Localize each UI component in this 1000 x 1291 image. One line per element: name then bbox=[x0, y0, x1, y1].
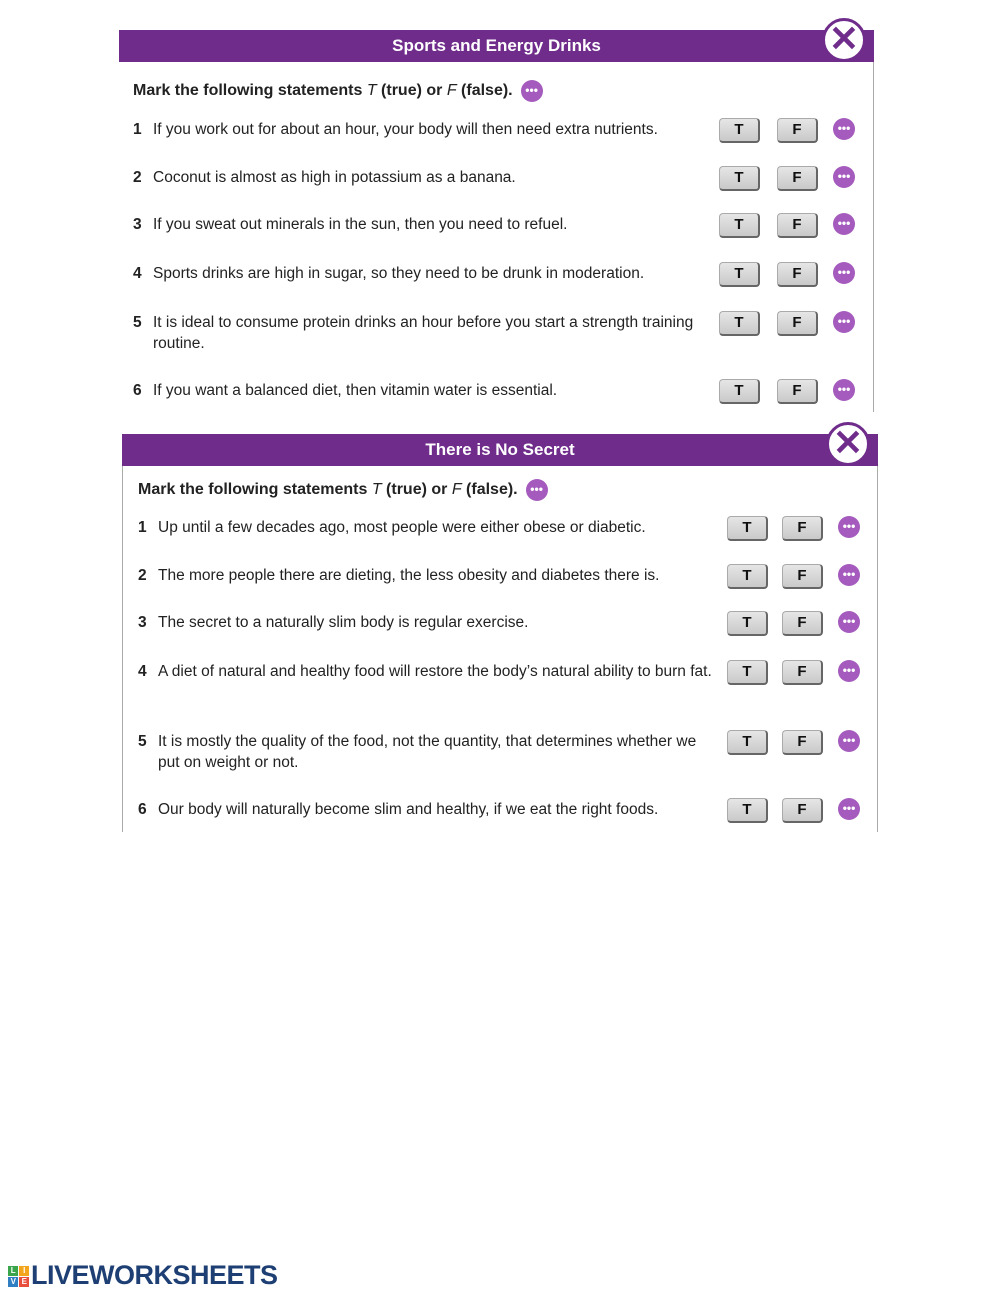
true-button[interactable]: T bbox=[719, 118, 760, 143]
statement-number: 2 bbox=[133, 169, 142, 186]
statement-text: The more people there are dieting, the less obesity and diabetes there is. bbox=[158, 567, 660, 584]
statement-text: The secret to a naturally slim body is regular exercise. bbox=[158, 614, 529, 631]
statement-row bbox=[133, 167, 868, 211]
instruction-post: (false). bbox=[456, 82, 513, 100]
more-options-icon[interactable]: ••• bbox=[838, 730, 860, 752]
statement-number: 1 bbox=[138, 519, 147, 536]
quiz-panel bbox=[119, 18, 874, 412]
instruction bbox=[138, 479, 548, 501]
logo-tile: L bbox=[8, 1266, 18, 1276]
close-icon[interactable]: ✕ bbox=[826, 422, 870, 466]
statement-row bbox=[138, 565, 874, 609]
instruction-mid: (true) or bbox=[376, 82, 447, 100]
panel-title: Sports and Energy Drinks bbox=[119, 30, 874, 62]
more-options-icon[interactable]: ••• bbox=[838, 564, 860, 586]
statement-number: 6 bbox=[133, 382, 142, 399]
statement-row bbox=[138, 661, 874, 705]
instruction-t: T bbox=[371, 481, 382, 499]
false-button[interactable]: F bbox=[777, 166, 818, 191]
statement-text: It is mostly the quality of the food, not the quantity, that determines whether we put on weight or not. bbox=[158, 733, 697, 771]
true-button[interactable]: T bbox=[727, 798, 768, 823]
quiz-panel bbox=[122, 422, 878, 832]
statement-text: Our body will naturally become slim and healthy, if we eat the right foods. bbox=[158, 801, 659, 818]
statement-text: If you work out for about an hour, your body will then need extra nutrients. bbox=[153, 121, 658, 138]
statement-number: 6 bbox=[138, 801, 147, 818]
statement-text: If you sweat out minerals in the sun, then you need to refuel. bbox=[153, 216, 568, 233]
instruction-f: F bbox=[451, 481, 462, 499]
statement-number: 4 bbox=[138, 663, 147, 680]
false-button[interactable]: F bbox=[777, 379, 818, 404]
statement-row bbox=[133, 214, 868, 258]
false-button[interactable]: F bbox=[782, 660, 823, 685]
false-button[interactable]: F bbox=[782, 564, 823, 589]
panel-border-right bbox=[873, 62, 874, 412]
instruction-pre: Mark the following statements bbox=[133, 82, 367, 100]
logo-tiles-icon bbox=[8, 1266, 29, 1287]
statement-row bbox=[138, 799, 874, 843]
instruction bbox=[133, 80, 543, 102]
instruction-mid: (true) or bbox=[381, 481, 452, 499]
panel-border-right bbox=[877, 466, 878, 832]
statement-row bbox=[138, 517, 874, 561]
statement-number: 3 bbox=[133, 216, 142, 233]
false-button[interactable]: F bbox=[777, 311, 818, 336]
instruction-t: T bbox=[366, 82, 377, 100]
instruction-pre: Mark the following statements bbox=[138, 481, 372, 499]
false-button[interactable]: F bbox=[782, 730, 823, 755]
statement-row bbox=[133, 312, 868, 356]
statement-text: If you want a balanced diet, then vitamin water is essential. bbox=[153, 382, 558, 399]
true-button[interactable]: T bbox=[719, 379, 760, 404]
liveworksheets-logo bbox=[8, 1260, 278, 1291]
statement-row bbox=[133, 119, 868, 163]
statement-row bbox=[133, 263, 868, 307]
more-options-icon[interactable]: ••• bbox=[838, 611, 860, 633]
true-button[interactable]: T bbox=[719, 311, 760, 336]
statement-row bbox=[138, 612, 874, 656]
close-icon[interactable]: ✕ bbox=[822, 18, 866, 62]
more-options-icon[interactable]: ••• bbox=[838, 798, 860, 820]
logo-tile: E bbox=[19, 1277, 29, 1287]
false-button[interactable]: F bbox=[777, 213, 818, 238]
instruction-post: (false). bbox=[461, 481, 518, 499]
statement-text: It is ideal to consume protein drinks an hour before you start a strength training routine. bbox=[153, 314, 694, 352]
panel-title: There is No Secret bbox=[122, 434, 878, 466]
statement-text: A diet of natural and healthy food will restore the body’s natural ability to burn fat. bbox=[158, 663, 712, 680]
true-button[interactable]: T bbox=[727, 516, 768, 541]
logo-tile: V bbox=[8, 1277, 18, 1287]
more-options-icon[interactable]: ••• bbox=[521, 80, 543, 102]
statement-row bbox=[138, 731, 874, 775]
more-options-icon[interactable]: ••• bbox=[833, 213, 855, 235]
instruction-f: F bbox=[446, 82, 457, 100]
more-options-icon[interactable]: ••• bbox=[833, 379, 855, 401]
logo-tile: I bbox=[19, 1266, 29, 1276]
statement-number: 5 bbox=[138, 733, 147, 750]
true-button[interactable]: T bbox=[719, 262, 760, 287]
true-button[interactable]: T bbox=[727, 564, 768, 589]
false-button[interactable]: F bbox=[777, 262, 818, 287]
true-button[interactable]: T bbox=[719, 213, 760, 238]
statement-row bbox=[133, 380, 868, 424]
panel-border-left bbox=[122, 466, 123, 832]
more-options-icon[interactable]: ••• bbox=[838, 516, 860, 538]
more-options-icon[interactable]: ••• bbox=[833, 118, 855, 140]
more-options-icon[interactable]: ••• bbox=[833, 262, 855, 284]
statement-number: 5 bbox=[133, 314, 142, 331]
true-button[interactable]: T bbox=[719, 166, 760, 191]
more-options-icon[interactable]: ••• bbox=[833, 166, 855, 188]
more-options-icon[interactable]: ••• bbox=[838, 660, 860, 682]
true-button[interactable]: T bbox=[727, 611, 768, 636]
statement-text: Sports drinks are high in sugar, so they need to be drunk in moderation. bbox=[153, 265, 645, 282]
statement-number: 4 bbox=[133, 265, 142, 282]
statement-number: 3 bbox=[138, 614, 147, 631]
statement-text: Up until a few decades ago, most people were either obese or diabetic. bbox=[158, 519, 646, 536]
more-options-icon[interactable]: ••• bbox=[833, 311, 855, 333]
statement-number: 2 bbox=[138, 567, 147, 584]
false-button[interactable]: F bbox=[777, 118, 818, 143]
statement-number: 1 bbox=[133, 121, 142, 138]
true-button[interactable]: T bbox=[727, 730, 768, 755]
logo-text: LIVEWORKSHEETS bbox=[31, 1260, 278, 1290]
false-button[interactable]: F bbox=[782, 611, 823, 636]
false-button[interactable]: F bbox=[782, 516, 823, 541]
false-button[interactable]: F bbox=[782, 798, 823, 823]
statement-text: Coconut is almost as high in potassium as a banana. bbox=[153, 169, 516, 186]
more-options-icon[interactable]: ••• bbox=[526, 479, 548, 501]
true-button[interactable]: T bbox=[727, 660, 768, 685]
